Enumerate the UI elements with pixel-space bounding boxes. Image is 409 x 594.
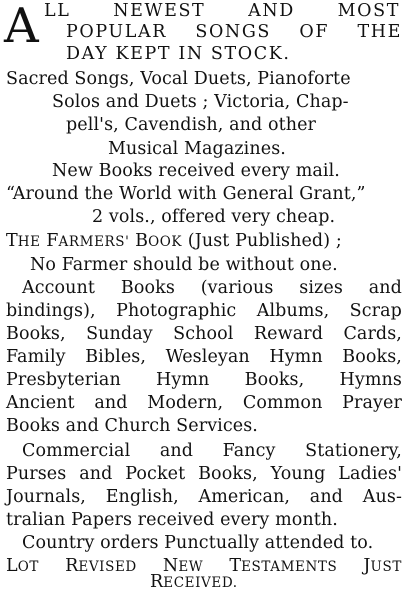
justified-line (6, 464, 402, 485)
word: Account (22, 278, 96, 298)
small-caps-word (6, 556, 39, 578)
justified-line (6, 347, 402, 368)
small-caps-word (363, 556, 402, 578)
word: Family (6, 347, 66, 367)
heading-line-1 (44, 1, 400, 22)
justified-line (6, 393, 402, 414)
small-caps-initial: T (6, 231, 18, 251)
text-line: New Books received every mail. (52, 161, 340, 181)
small-caps-text: EVISED (78, 559, 137, 575)
heading-word: OF (299, 22, 330, 42)
word: Sunday (86, 324, 153, 344)
word: English, (105, 487, 179, 507)
word: Bibles, (85, 347, 147, 367)
word: and (309, 487, 343, 507)
text-line: Musical Magazines. (108, 139, 286, 159)
word: Prayer (342, 393, 402, 413)
heading-word: SONGS (195, 22, 271, 42)
word: and (79, 464, 113, 484)
word: Reward (253, 324, 324, 344)
word: Young (270, 464, 326, 484)
heading-word: MOST (337, 1, 400, 21)
small-caps-text: HE (17, 234, 41, 250)
word: (various (200, 278, 274, 298)
word: Common (242, 393, 323, 413)
word: Hymns (339, 370, 402, 390)
small-caps-text: ECEIVED. (163, 575, 238, 591)
heading-line-2 (66, 22, 402, 43)
word: bindings), (6, 301, 96, 321)
word: Wesleyan (165, 347, 250, 367)
text-line: pell's, Cavendish, and other (66, 115, 317, 135)
word: Books (120, 278, 175, 298)
small-caps-initial: R (150, 572, 164, 592)
small-caps-initial: T (229, 556, 242, 576)
small-caps-word (65, 556, 137, 578)
word: Books, (342, 347, 402, 367)
heading-word: POPULAR (66, 22, 167, 42)
heading-word: NEWEST (113, 1, 206, 21)
word: Journals, (6, 487, 86, 507)
small-caps-text: EW (178, 559, 204, 575)
text-line: tralian Papers received every month. (6, 510, 338, 530)
word: and (368, 278, 402, 298)
word: Hymn (156, 370, 210, 390)
word: Hymn (269, 347, 323, 367)
justified-line (6, 324, 402, 345)
word: School (173, 324, 234, 344)
word: and (159, 441, 194, 461)
word: Purses (6, 464, 67, 484)
justified-line (22, 441, 402, 462)
small-caps-initial: R (65, 556, 79, 576)
small-caps-text: ARMERS' (58, 234, 130, 250)
small-caps-initial: B (135, 231, 149, 251)
small-caps-initial: F (46, 231, 59, 251)
heading-word: AND (248, 1, 295, 21)
justified-line (6, 487, 402, 508)
word: Books, (198, 464, 258, 484)
small-caps-text: ESTAMENTS (241, 559, 338, 575)
word: American, (198, 487, 291, 507)
word: Ladies' (338, 464, 402, 484)
heading-line-3: DAY KEPT IN STOCK. (66, 44, 291, 64)
text-fragment: (Just Published) ; (187, 231, 342, 251)
word: Photographic (116, 301, 237, 321)
word: Modern, (147, 393, 224, 413)
text-line: Sacred Songs, Vocal Duets, Pianoforte (6, 69, 351, 89)
word: Presbyterian (6, 370, 121, 390)
text-line: Country orders Punctually attended to. (22, 533, 374, 553)
small-caps-text: OT (17, 559, 40, 575)
heading-word: THE (357, 22, 402, 42)
small-caps-word (229, 556, 337, 578)
text-line: Books and Church Services. (6, 416, 258, 436)
word: Cards, (343, 324, 402, 344)
drop-cap: A (4, 0, 39, 54)
word: Fancy (222, 441, 276, 461)
word: Pocket (125, 464, 186, 484)
farmers-book-line (6, 231, 342, 253)
word: Books, (244, 370, 305, 390)
small-caps-initial: J (363, 556, 371, 576)
word: Books, (6, 324, 66, 344)
small-caps-initial: L (6, 556, 18, 576)
justified-line (6, 301, 402, 322)
text-line: Solos and Duets ; Victoria, Chap- (52, 92, 349, 112)
word: Scrap (349, 301, 402, 321)
word: and (94, 393, 128, 413)
small-caps-initial: N (162, 556, 179, 576)
justified-line (22, 278, 402, 299)
word: Aus- (362, 487, 402, 507)
word: Stationery, (305, 441, 402, 461)
word: Commercial (22, 441, 131, 461)
heading-word: LL (44, 1, 71, 21)
text-line: “Around the World with General Grant,” (6, 184, 366, 204)
word: Ancient (6, 393, 75, 413)
received-line (150, 572, 238, 594)
word: sizes (299, 278, 343, 298)
word: Albums, (256, 301, 330, 321)
text-line: No Farmer should be without one. (30, 255, 338, 275)
small-caps-text: UST (370, 559, 402, 575)
small-caps-text: OOK (148, 234, 183, 250)
justified-line (6, 370, 402, 391)
text-line: 2 vols., offered very cheap. (92, 207, 336, 227)
